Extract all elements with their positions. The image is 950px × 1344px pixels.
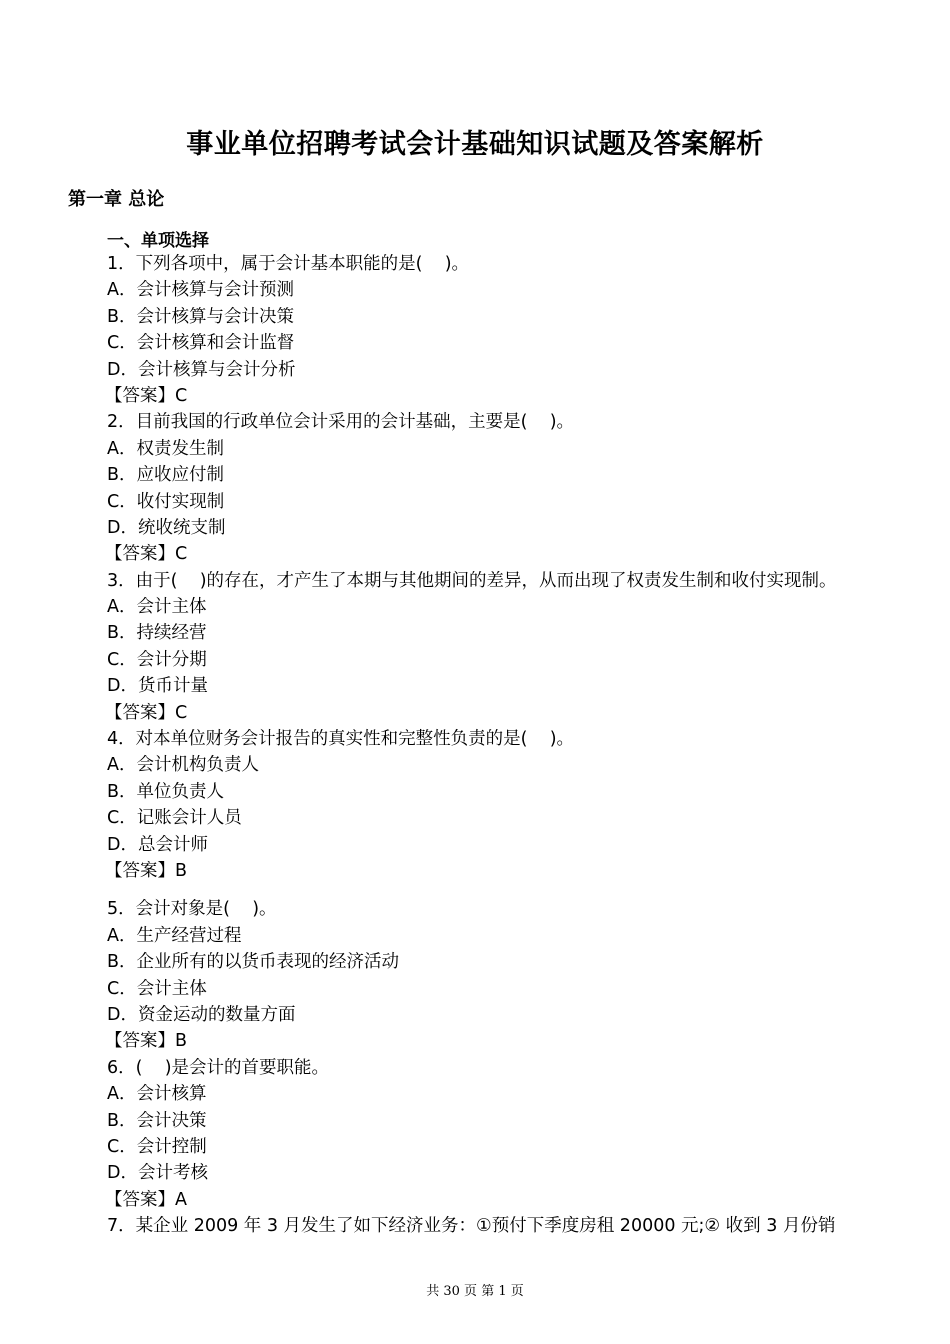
option-line: C．记账会计人员 (107, 808, 242, 829)
chapter-heading: 第一章 总论 (68, 189, 165, 210)
option-line: D．总会计师 (107, 834, 208, 855)
option-line: C．会计主体 (107, 978, 207, 999)
option-line: B．会计核算与会计决策 (107, 306, 295, 327)
option-line: A．会计主体 (107, 597, 207, 618)
option-line: B．单位负责人 (107, 781, 225, 802)
option-line: A．权责发生制 (107, 438, 224, 459)
option-line: D．会计考核 (107, 1163, 208, 1184)
answer-line: 【答案】C (105, 702, 188, 723)
option-line: C．会计核算和会计监督 (107, 333, 295, 354)
option-line: B．会计决策 (107, 1110, 207, 1131)
option-line: C．会计分期 (107, 649, 207, 670)
option-line: C．收付实现制 (107, 491, 225, 512)
option-line: D．统收统支制 (107, 517, 226, 538)
answer-line: 【答案】B (105, 860, 188, 881)
question-6: 6．( )是会计的首要职能。 (107, 1057, 330, 1078)
question-list (107, 251, 927, 1239)
option-line: B．企业所有的以货币表现的经济活动 (107, 952, 400, 973)
question-1: 1．下列各项中，属于会计基本职能的是( )。 (107, 254, 470, 274)
option-line: A．会计核算 (107, 1084, 207, 1105)
answer-line: 【答案】C (105, 385, 188, 406)
question-4: 4．对本单位财务会计报告的真实性和完整性负责的是( )。 (107, 729, 575, 750)
answer-line: 【答案】C (105, 544, 188, 565)
question-5: 5．会计对象是( )。 (107, 899, 277, 920)
option-line: C．会计控制 (107, 1136, 207, 1157)
option-line: D．资金运动的数量方面 (107, 1004, 296, 1025)
page-footer: 共 30 页 第 1 页 (426, 1284, 524, 1299)
option-line: B．持续经营 (107, 623, 207, 644)
option-line: B．应收应付制 (107, 465, 225, 486)
answer-line: 【答案】B (105, 1031, 188, 1052)
section-heading: 一、单项选择 (107, 231, 209, 251)
answer-line: 【答案】A (105, 1189, 187, 1210)
option-line: D．会计核算与会计分析 (107, 359, 296, 380)
question-7: 7．某企业 2009 年 3 月发生了如下经济业务：①预付下季度房租 20000 元;② 收到 3 月份销 (107, 1216, 836, 1237)
question-2: 2．目前我国的行政单位会计采用的会计基础，主要是( )。 (107, 412, 575, 433)
option-line: D．货币计量 (107, 676, 208, 697)
option-line: A．会计核算与会计预测 (107, 280, 294, 301)
question-3: 3．由于( )的存在，才产生了本期与其他期间的差异，从而出现了权责发生制和收付实现制。 (107, 570, 837, 591)
option-line: A．生产经营过程 (107, 925, 242, 946)
option-line: A．会计机构负责人 (107, 755, 259, 776)
document-title: 事业单位招聘考试会计基础知识试题及答案解析 (186, 129, 764, 160)
